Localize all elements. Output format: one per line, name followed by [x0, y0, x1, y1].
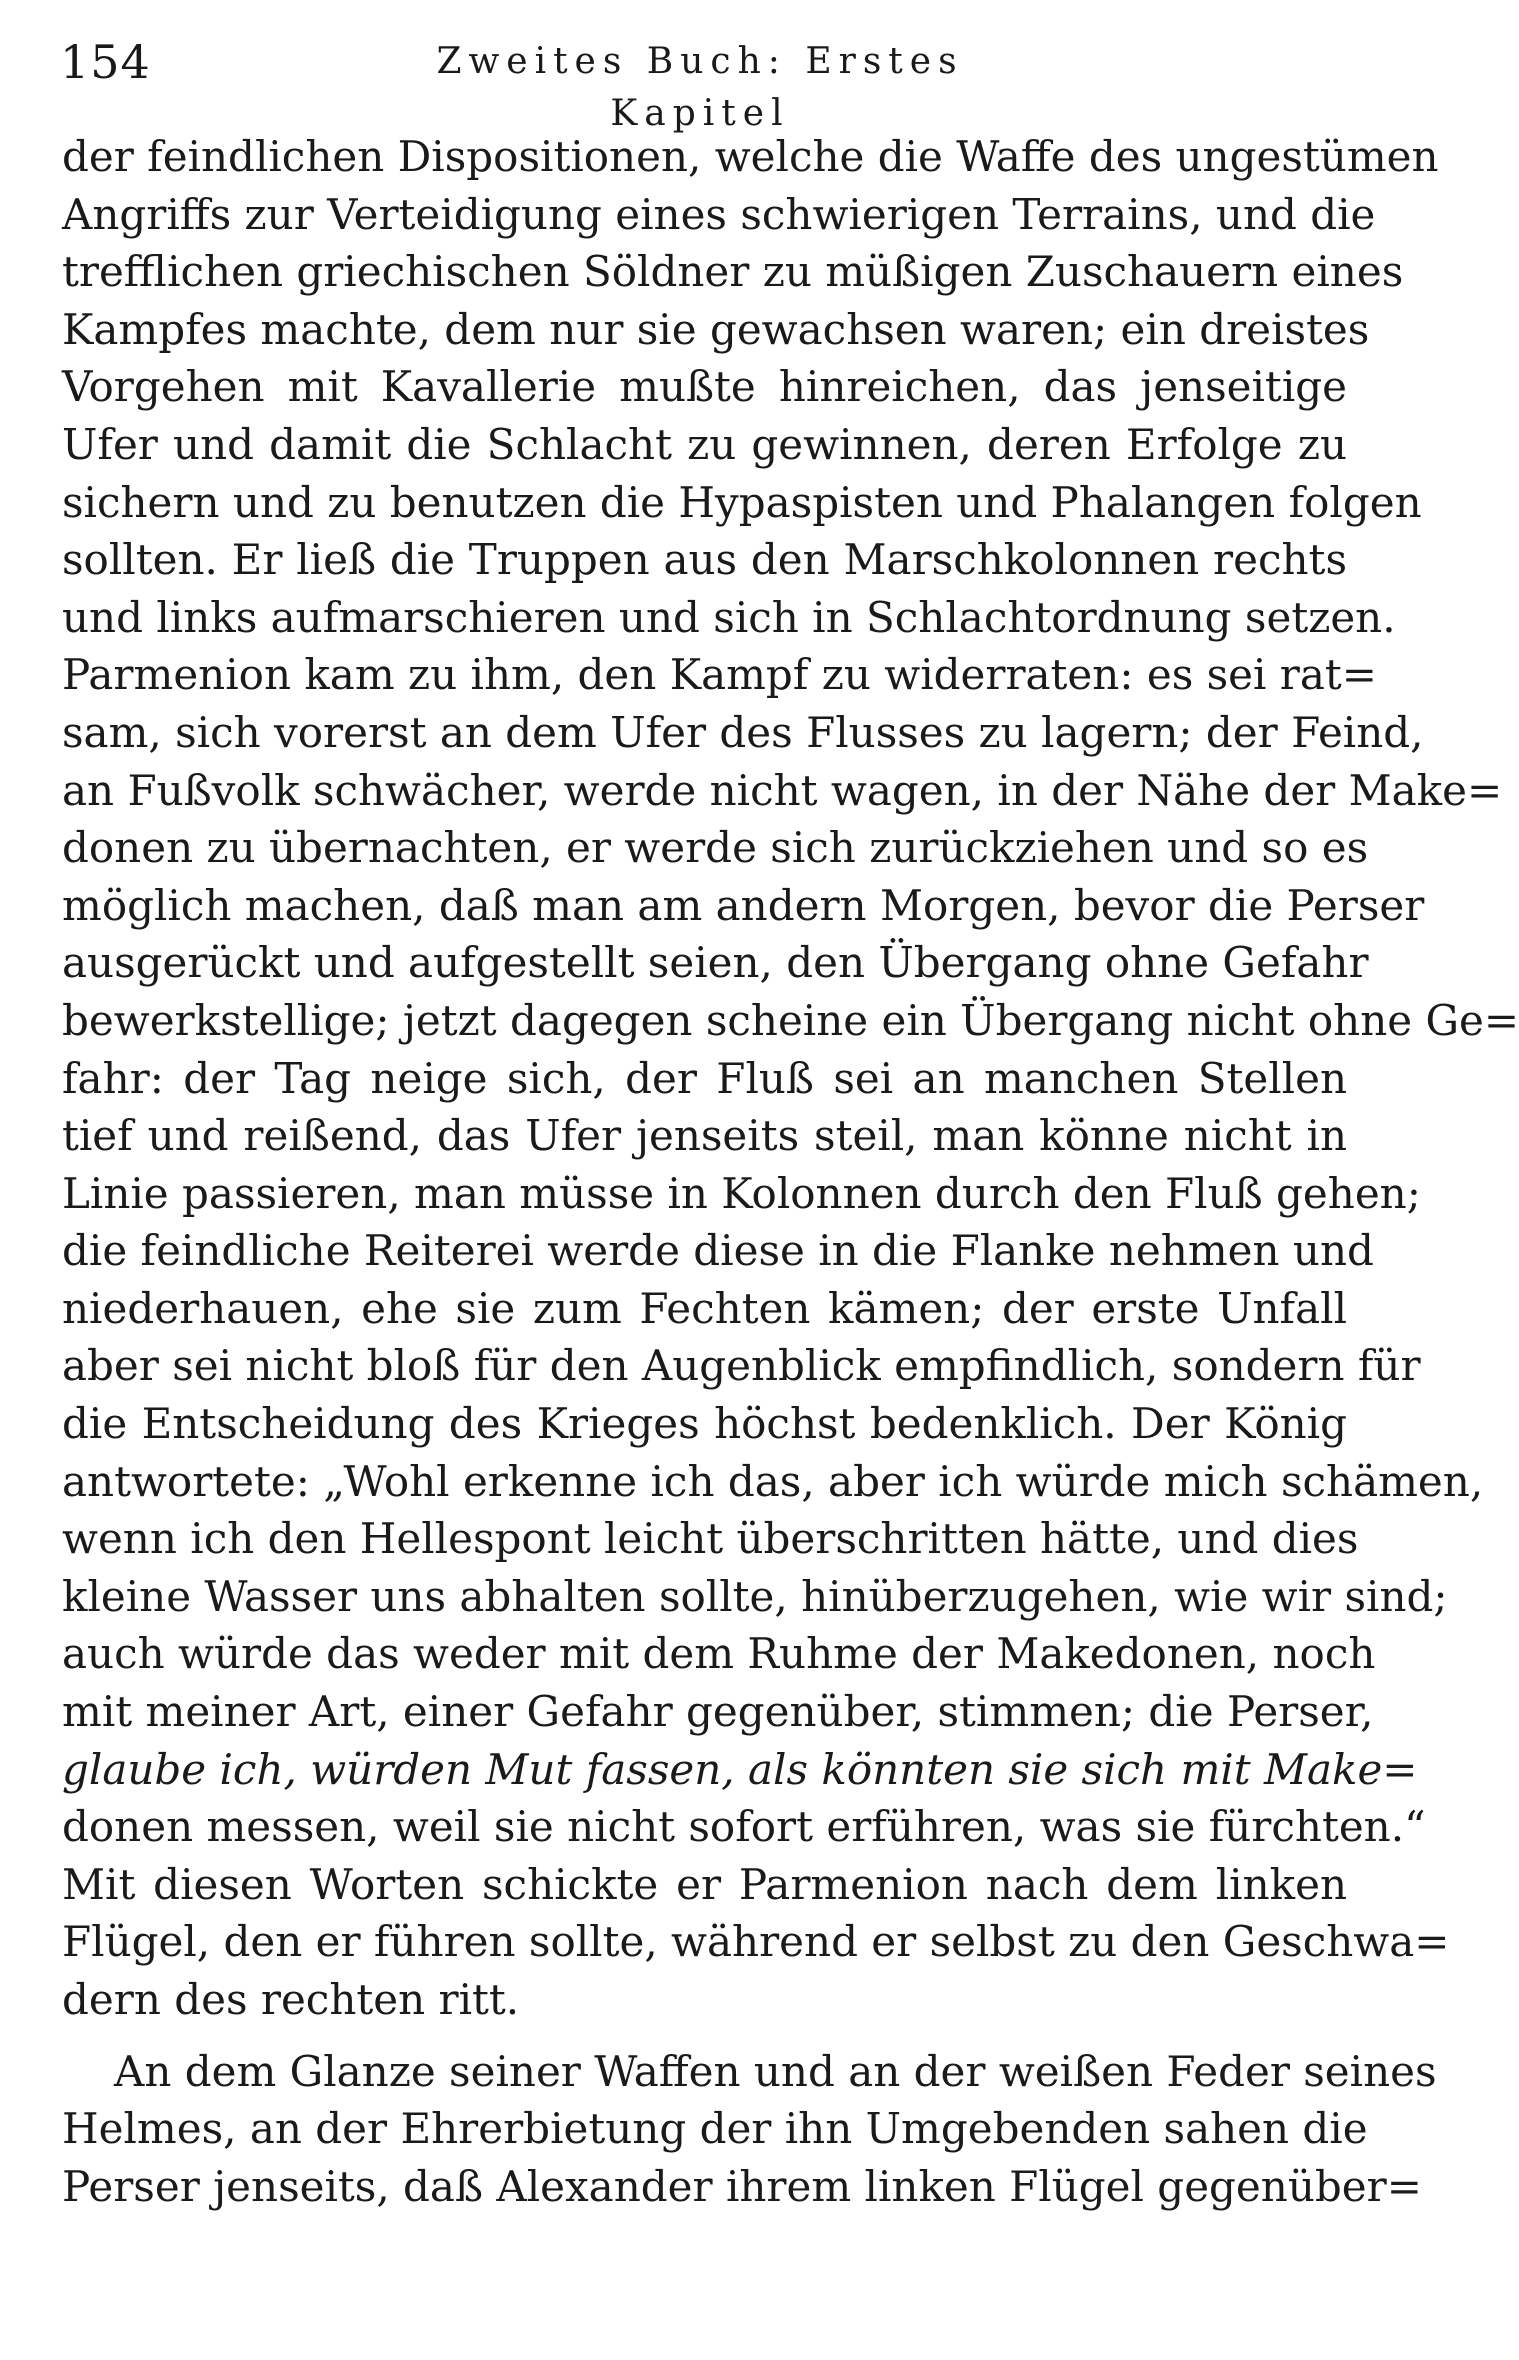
text-line: glaube ich, würden Mut fassen, als könnten sie sich mit Make=: [62, 1744, 1418, 1794]
text-line: Angriffs zur Verteidigung eines schwierigen Terrains, und die: [62, 189, 1376, 239]
text-line: möglich machen, daß man am andern Morgen, bevor die Perser: [62, 880, 1425, 930]
text-line: Flügel, den er führen sollte, während er selbst zu den Geschwa=: [62, 1917, 1450, 1967]
text-line: die Entscheidung des Krieges höchst bedenklich. Der König: [62, 1399, 1347, 1449]
running-title: Zweites Buch: Erstes Kapitel: [436, 41, 964, 134]
text-line: auch würde das weder mit dem Ruhme der Makedonen, noch: [62, 1629, 1376, 1679]
text-line: sollten. Er ließ die Truppen aus den Marschkolonnen rechts: [62, 535, 1347, 585]
text-line: der feindlichen Dispositionen, welche die Waffe des ungestümen: [62, 132, 1439, 181]
text-line: Linie passieren, man müsse in Kolonnen durch den Fluß gehen;: [62, 1168, 1421, 1218]
text-line: wenn ich den Hellespont leicht überschritten hätte, und dies: [62, 1514, 1359, 1564]
text-line: Kampfes machte, dem nur sie gewachsen waren; ein dreistes: [62, 304, 1370, 354]
body-text: [62, 128, 1519, 2215]
text-line: niederhauen, ehe sie zum Fechten kämen; der erste Unfall: [62, 1283, 1347, 1333]
text-line: an Fußvolk schwächer, werde nicht wagen, in der Nähe der Make=: [62, 765, 1503, 815]
text-line: fahr: der Tag neige sich, der Fluß sei an manchen Stellen: [62, 1053, 1347, 1103]
text-line: Mit diesen Worten schickte er Parmenion nach dem linken: [62, 1859, 1347, 1909]
paragraph: [62, 2043, 1437, 2216]
text-line: Parmenion kam zu ihm, den Kampf zu widerraten: es sei rat=: [62, 650, 1377, 700]
text-line: Perser jenseits, daß Alexander ihrem linken Flügel gegenüber=: [62, 2161, 1422, 2211]
text-line: mit meiner Art, einer Gefahr gegenüber, stimmen; die Perser,: [62, 1687, 1374, 1737]
text-line: ausgerückt und aufgestellt seien, den Übergang ohne Gefahr: [62, 938, 1369, 988]
text-line: bewerkstellige; jetzt dagegen scheine ein Übergang nicht ohne Ge=: [62, 995, 1519, 1045]
text-line: antwortete: „Wohl erkenne ich das, aber ich würde mich schämen,: [62, 1456, 1484, 1506]
text-line: dern des rechten ritt.: [62, 1975, 520, 2024]
text-line: Ufer und damit die Schlacht zu gewinnen, deren Erfolge zu: [62, 419, 1347, 469]
text-line: tief und reißend, das Ufer jenseits steil, man könne nicht in: [62, 1111, 1347, 1161]
text-line: kleine Wasser uns abhalten sollte, hinüberzugehen, wie wir sind;: [62, 1571, 1448, 1621]
text-line: aber sei nicht bloß für den Augenblick empfindlich, sondern für: [62, 1341, 1421, 1391]
text-line: trefflichen griechischen Söldner zu müßigen Zuschauern eines: [62, 247, 1404, 297]
page-number: 154: [60, 35, 151, 89]
text-line: Helmes, an der Ehrerbietung der ihn Umgebenden sahen die: [62, 2104, 1368, 2154]
text-line: Vorgehen mit Kavallerie mußte hinreichen, das jenseitige: [62, 362, 1347, 412]
text-line: sichern und zu benutzen die Hypaspisten und Phalangen folgen: [62, 477, 1422, 527]
text-line: An dem Glanze seiner Waffen und an der weißen Feder seines: [114, 2046, 1437, 2096]
text-line: und links aufmarschieren und sich in Schlachtordnung setzen.: [62, 592, 1396, 642]
text-line: sam, sich vorerst an dem Ufer des Flusses zu lagern; der Feind,: [62, 707, 1424, 757]
text-line: donen messen, weil sie nicht sofort erführen, was sie fürchten.“: [62, 1802, 1426, 1852]
text-line: donen zu übernachten, er werde sich zurückziehen und so es: [62, 823, 1369, 873]
paragraph: [62, 128, 1519, 2029]
text-line: die feindliche Reiterei werde diese in die Flanke nehmen und: [62, 1226, 1374, 1276]
